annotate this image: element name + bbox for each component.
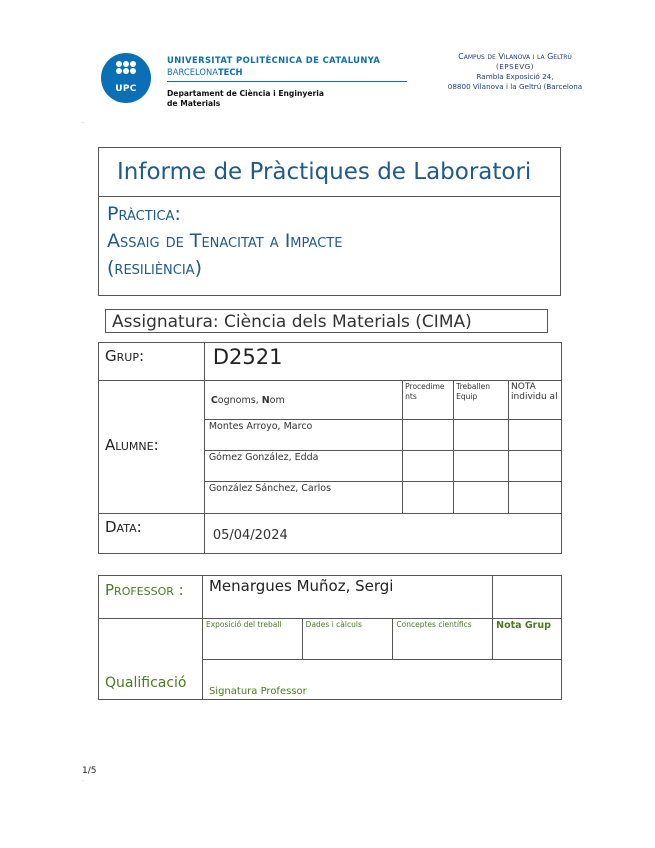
practice-subtitle: (resiliència) [107,257,202,279]
header-divider [167,81,407,82]
logo-text: UPC [115,84,137,94]
campus-school: (EPSEVG) [495,62,535,71]
department-line-2: de Materials [167,99,221,108]
group-value: D2521 [204,343,561,381]
grade-cell [509,482,562,514]
signature-label: Signatura Professor [202,660,561,700]
department-line-1: Departament de Ciència i Enginyeria [167,89,324,98]
campus-city: 08800 Vilanova i la Geltrú (Barcelona [447,82,583,91]
professor-name: Menargues Muñoz, Sergi [202,576,492,619]
grade-label: Qualificació [99,619,203,700]
professor-label: Professor : [99,576,203,619]
teamwork-cell [454,451,509,482]
professor-extra-cell [493,576,562,619]
upc-logo [101,53,151,103]
col-procedures: Procedime nts [403,381,454,420]
report-title: Informe de Pràctiques de Laboratori [117,159,532,185]
grade-cell [509,420,562,451]
date-value: 05/04/2024 [204,514,561,554]
col-dades: Dades i càlculs [302,619,393,660]
student-label: Alumne: [99,381,205,514]
col-conceptes: Conceptes científics [393,619,493,660]
teamwork-cell [454,420,509,451]
student-name: González Sánchez, Carlos [204,482,402,514]
title-box [98,147,561,296]
student-name: Montes Arroyo, Marco [204,420,402,451]
subject-box [105,309,548,333]
practice-label: Pràctica: [107,203,181,225]
university-subtitle: BARCELONATECH [167,67,243,77]
procedures-cell [403,482,454,514]
professor-table [98,575,562,700]
page-number: 1/5 [82,766,97,776]
university-name: UNIVERSITAT POLITÈCNICA DE CATALUNYA [167,55,381,65]
group-label: Grup: [99,343,205,381]
practice-title: Assaig de Tenacitat a Impacte [107,230,343,252]
mark: · [82,120,84,127]
campus-street: Rambla Exposició 24, [476,72,554,81]
col-grade: NOTA individu al [509,381,562,420]
col-name: Cognoms, Nom [204,381,402,420]
date-label: Data: [99,514,205,554]
col-teamwork: Treballen Equip [454,381,509,420]
col-nota-grup: Nota Grup [493,619,562,660]
mark: · [82,778,84,785]
group-table [98,342,562,554]
procedures-cell [403,420,454,451]
campus-address [420,52,610,92]
grade-cell [509,451,562,482]
procedures-cell [403,451,454,482]
campus-name: Campus de Vilanova i la Geltrú [458,52,572,61]
subject: Assignatura: Ciència dels Materials (CIMA) [112,312,472,332]
col-exposicio: Exposició del treball [202,619,302,660]
teamwork-cell [454,482,509,514]
student-name: Gómez González, Edda [204,451,402,482]
